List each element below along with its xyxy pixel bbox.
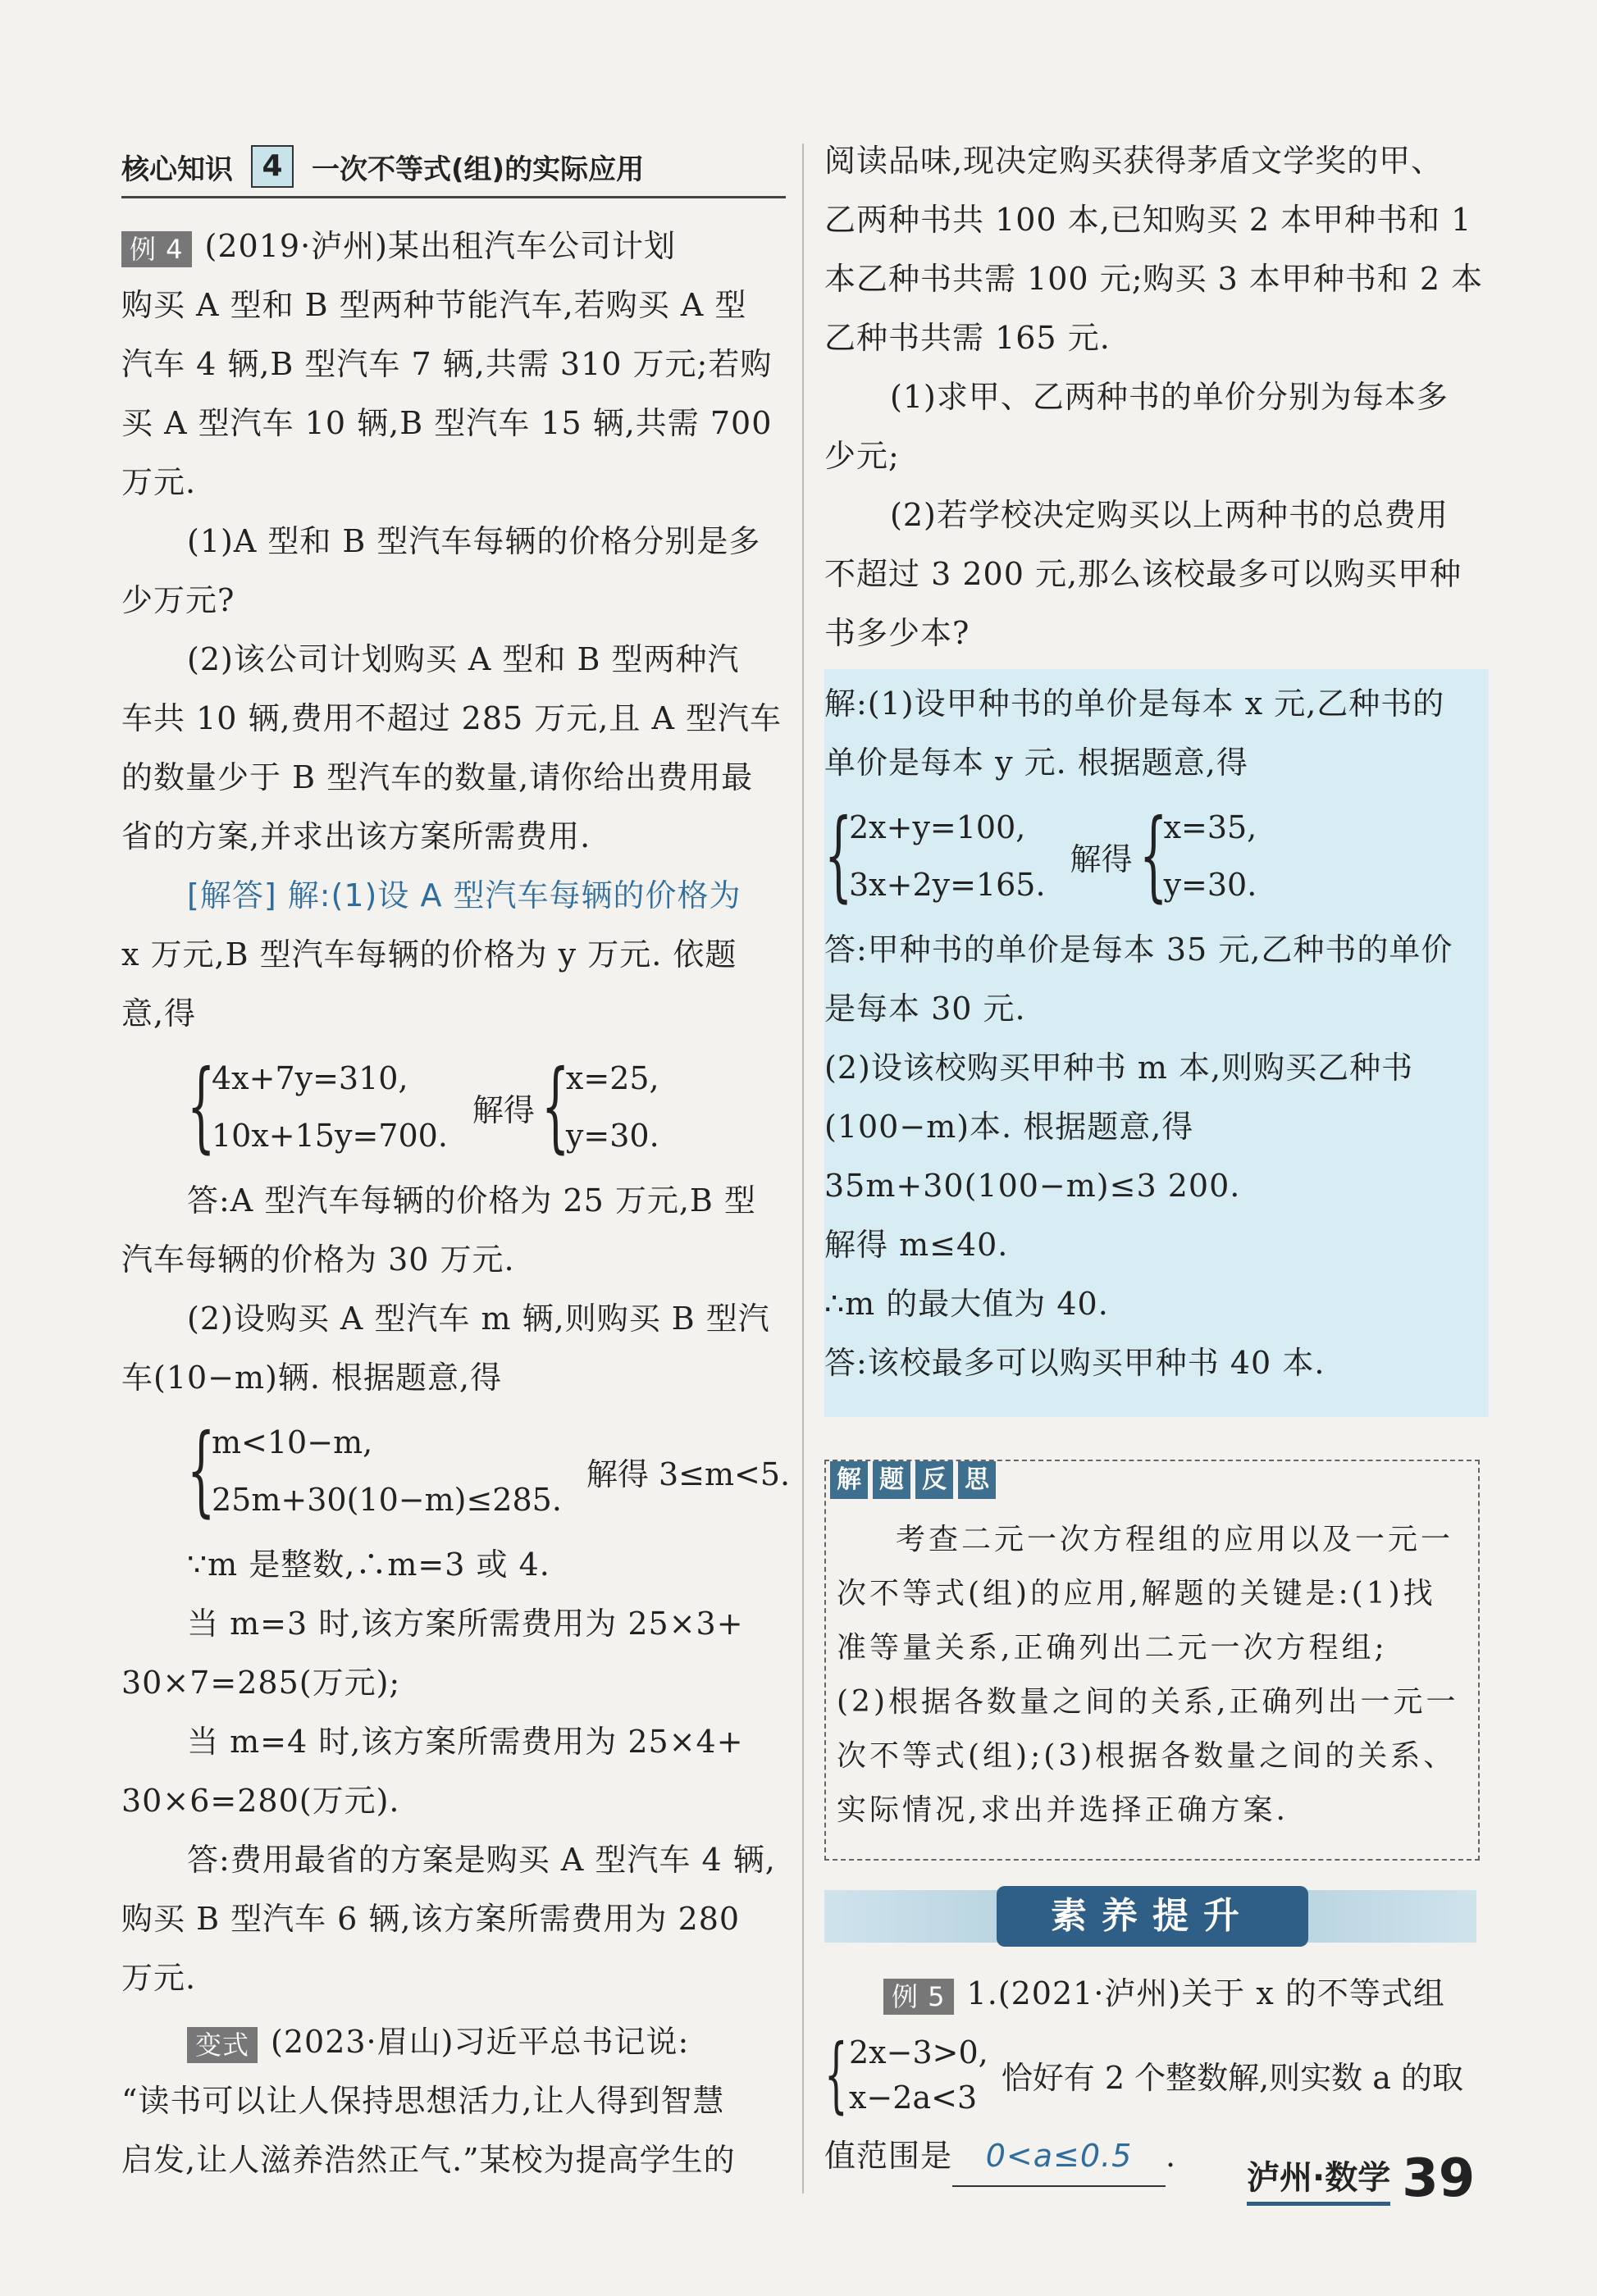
example4-q1-line-2: 少万元? xyxy=(121,582,235,618)
left-brace: { xyxy=(824,2026,848,2122)
variant-q1-line: (1)求甲、乙两种书的单价分别为每本多 xyxy=(890,379,1449,415)
reflection-title-char: 题 xyxy=(873,1461,910,1499)
variant-part2-line: 35m+30(100−m)≤3 200. xyxy=(824,1168,1241,1204)
example5-tag: 例 5 xyxy=(883,1979,954,2015)
section-title: 一次不等式(组)的实际应用 xyxy=(312,153,645,186)
part2-line-2: 车(10−m)辆. 根据题意,得 xyxy=(121,1360,503,1396)
inequality: m<10−m, xyxy=(212,1424,373,1460)
variant-q1-line: 少元; xyxy=(824,438,900,474)
left-brace: { xyxy=(1138,799,1167,913)
variant-part2-line: 答:该校最多可以购买甲种书 40 本. xyxy=(824,1345,1326,1381)
equation: 4x+7y=310, xyxy=(212,1060,408,1096)
column-divider xyxy=(802,144,804,2194)
example4-q2-line-3: 的数量少于 B 型汽车的数量,请你给出费用最 xyxy=(121,759,754,795)
variant-line: 乙两种书共 100 本,已知购买 2 本甲种书和 1 xyxy=(824,202,1472,238)
example5-last-line: 值范围是 0<a≤0.5 . xyxy=(824,2126,1489,2187)
variant-q2-line: 不超过 3 200 元,那么该校最多可以购买甲种 xyxy=(824,556,1462,592)
reflection-title-char: 反 xyxy=(915,1461,953,1499)
variant-line-1: 变式 (2023·眉山)习近平总书记说: xyxy=(121,2012,786,2071)
left-brace: { xyxy=(187,1414,216,1528)
variant-part2-line: ∴m 的最大值为 40. xyxy=(824,1286,1109,1322)
footer-brand: 泸州·数学 xyxy=(1247,2152,1390,2206)
step-line: 30×7=285(万元); xyxy=(121,1665,401,1701)
variant-tag: 变式 xyxy=(187,2027,258,2063)
example5-line-1: 例 5 1.(2021·泸州)关于 x 的不等式组 xyxy=(824,1964,1489,2023)
section-label: 核心知识 xyxy=(121,153,233,186)
equation: 2x+y=100, xyxy=(849,809,1026,845)
inequality: x−2a<3 xyxy=(849,2079,978,2116)
variant-line: 本乙种书共需 100 元;购买 3 本甲种书和 2 本 xyxy=(824,261,1484,297)
example4-line-5: 万元. xyxy=(121,464,197,500)
page-footer xyxy=(1247,2148,1475,2209)
section-number: 4 xyxy=(251,145,294,188)
left-brace: { xyxy=(541,1050,570,1164)
answer-blank: 0<a≤0.5 xyxy=(952,2126,1166,2187)
solve-label: 解得 xyxy=(472,1091,535,1128)
equation: 10x+15y=700. xyxy=(212,1118,448,1154)
reflection-line: 次不等式(组);(3)根据各数量之间的关系、 xyxy=(837,1739,1457,1773)
variant-solution-line: 解:(1)设甲种书的单价是每本 x 元,乙种书的 xyxy=(824,686,1445,722)
reflection-line: 次不等式(组)的应用,解题的关键是:(1)找 xyxy=(837,1577,1436,1610)
variant-answer-line: 是每本 30 元. xyxy=(824,991,1026,1027)
reflection-line: (2)根据各数量之间的关系,正确列出一元一 xyxy=(837,1685,1459,1719)
inequality-system-1 xyxy=(187,1414,791,1528)
reflection-body xyxy=(837,1513,1472,1838)
reflection-line: 准等量关系,正确列出二元一次方程组; xyxy=(837,1631,1388,1665)
variant-line: 阅读品味,现决定购买获得茅盾文学奖的甲、 xyxy=(824,143,1444,179)
step-line: 30×6=280(万元). xyxy=(121,1783,400,1819)
variant-q2-line: 书多少本? xyxy=(824,615,970,651)
solution-value: y=30. xyxy=(565,1118,659,1154)
equation-system-2 xyxy=(824,799,1489,913)
solution-line-3: 意,得 xyxy=(121,995,197,1032)
reflection-title-char: 解 xyxy=(830,1461,868,1499)
variant-line: 启发,让人滋养浩然正气.”某校为提高学生的 xyxy=(121,2142,736,2178)
example4-q2-line-4: 省的方案,并求出该方案所需费用. xyxy=(121,818,591,854)
reflection-title-char: 思 xyxy=(958,1461,996,1499)
variant-q2-line: (2)若学校决定购买以上两种书的总费用 xyxy=(890,497,1449,533)
solve-label: 解得 3≤m<5. xyxy=(586,1456,791,1492)
example4-line-1: 例 4 (2019·泸州)某出租汽车公司计划 xyxy=(121,216,786,276)
section-header xyxy=(121,144,786,198)
example4-q2-line-2: 车共 10 辆,费用不超过 285 万元,且 A 型汽车 xyxy=(121,700,782,736)
left-brace: { xyxy=(824,799,853,913)
left-column xyxy=(121,144,791,2189)
reflection-title xyxy=(830,1461,996,1499)
variant-line: 乙种书共需 165 元. xyxy=(824,320,1111,356)
example4-line-2: 购买 A 型和 B 型两种节能汽车,若购买 A 型 xyxy=(121,287,747,323)
equation: 3x+2y=165. xyxy=(849,867,1046,903)
example4-tag: 例 4 xyxy=(121,231,192,267)
example4-q2-line-1: (2)该公司计划购买 A 型和 B 型两种汽 xyxy=(187,641,740,677)
example5-tail: 恰好有 2 个整数解,则实数 a 的取 xyxy=(1001,2059,1463,2096)
inequality-system-2 xyxy=(824,2026,1489,2122)
variant-part2-line: (100−m)本. 根据题意,得 xyxy=(824,1109,1194,1145)
final-answer-line: 答:费用最省的方案是购买 A 型汽车 4 辆, xyxy=(187,1842,776,1878)
solution-line-2: x 万元,B 型汽车每辆的价格为 y 万元. 依题 xyxy=(121,936,737,973)
reflection-line: 实际情况,求出并选择正确方案. xyxy=(837,1793,1289,1827)
final-answer-line: 购买 B 型汽车 6 辆,该方案所需费用为 280 xyxy=(121,1901,741,1937)
inequality: 25m+30(10−m)≤285. xyxy=(212,1482,562,1518)
answer1-line-2: 汽车每辆的价格为 30 万元. xyxy=(121,1241,515,1278)
variant-solution-box xyxy=(824,669,1489,1417)
equation-system-1 xyxy=(187,1050,786,1164)
example4-q1-line-1: (1)A 型和 B 型汽车每辆的价格分别是多 xyxy=(187,523,761,559)
part2-line-1: (2)设购买 A 型汽车 m 辆,则购买 B 型汽 xyxy=(187,1301,770,1337)
solution-tag: [解答] xyxy=(187,877,277,913)
step-line: ∵m 是整数,∴m=3 或 4. xyxy=(187,1547,550,1583)
reflection-line: 考查二元一次方程组的应用以及一元一 xyxy=(896,1523,1454,1556)
solution-value: y=30. xyxy=(1163,867,1257,903)
page-number: 39 xyxy=(1402,2148,1476,2209)
right-column xyxy=(824,131,1489,1417)
left-brace: { xyxy=(187,1050,216,1164)
variant-part2-line: (2)设该校购买甲种书 m 本,则购买乙种书 xyxy=(824,1050,1414,1086)
solution-value: x=25, xyxy=(565,1060,659,1096)
final-answer-line: 万元. xyxy=(121,1960,197,1996)
step-line: 当 m=4 时,该方案所需费用为 25×4+ xyxy=(187,1724,744,1760)
variant-part2-line: 解得 m≤40. xyxy=(824,1227,1009,1263)
solution-value: x=35, xyxy=(1163,809,1257,845)
variant-line: “读书可以让人保持思想活力,让人得到智慧 xyxy=(121,2083,725,2119)
variant-answer-line: 答:甲种书的单价是每本 35 元,乙种书的单价 xyxy=(824,932,1453,968)
inequality: 2x−3>0, xyxy=(849,2034,988,2070)
step-line: 当 m=3 时,该方案所需费用为 25×3+ xyxy=(187,1606,744,1642)
example4-line-3: 汽车 4 辆,B 型汽车 7 辆,共需 310 万元;若购 xyxy=(121,346,773,382)
variant-solution-line: 单价是每本 y 元. 根据题意,得 xyxy=(824,745,1248,781)
solve-label: 解得 xyxy=(1070,840,1133,877)
section-banner-title: 素养提升 xyxy=(997,1886,1308,1947)
example4-line-4: 买 A 型汽车 10 辆,B 型汽车 15 辆,共需 700 xyxy=(121,405,773,441)
solution-line-1: [解答] 解:(1)设 A 型汽车每辆的价格为 xyxy=(187,877,741,913)
answer1-line-1: 答:A 型汽车每辆的价格为 25 万元,B 型 xyxy=(187,1182,756,1219)
